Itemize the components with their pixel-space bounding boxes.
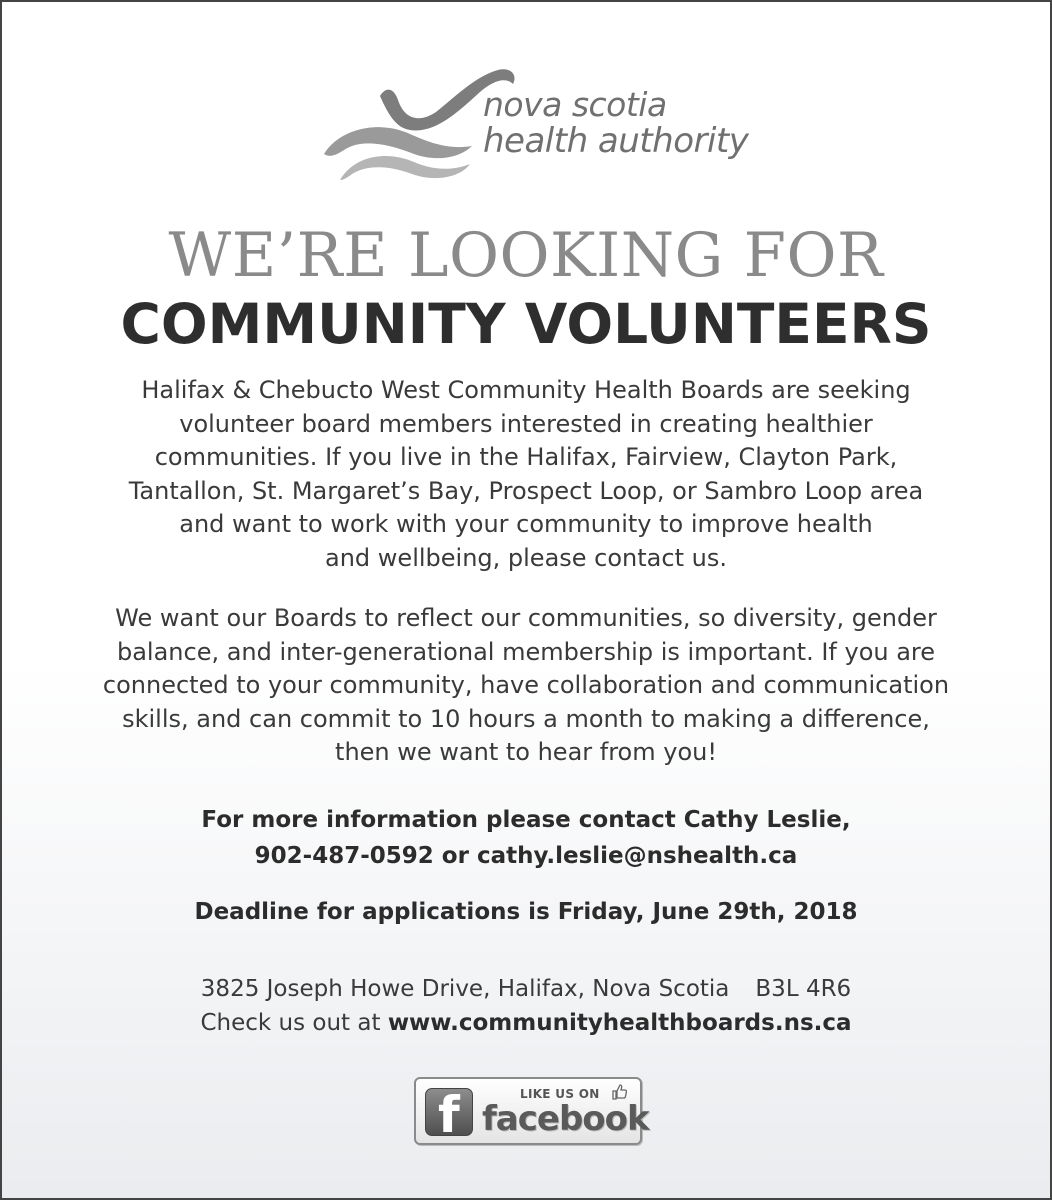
headline-looking-for: WE’RE LOOKING FOR <box>168 220 884 291</box>
street-address-line <box>2 972 1050 1006</box>
diversity-line: then we want to hear from you! <box>335 738 717 766</box>
headline-community-volunteers: COMMUNITY VOLUNTEERS <box>120 292 932 356</box>
diversity-line: connected to your community, have collaboration and communication <box>102 671 950 699</box>
website-prefix: Check us out at <box>200 1010 381 1036</box>
like-us-on-label: LIKE US ON <box>520 1087 600 1101</box>
thumbs-up-icon <box>612 1084 628 1100</box>
address-block <box>2 972 1050 1040</box>
contact-name-line: For more information please contact Cathy Leslie, <box>201 807 851 833</box>
nova-scotia-health-authority-logo <box>302 54 762 194</box>
facebook-f-icon: f <box>425 1088 473 1136</box>
intro-paragraph <box>42 374 1010 575</box>
logo-line-1: nova scotia <box>483 85 667 124</box>
diversity-line: balance, and inter-generational membership is important. If you are <box>116 637 936 666</box>
diversity-paragraph <box>42 602 1010 770</box>
intro-line: Halifax & Chebucto West Community Health Boards are seeking <box>141 376 911 404</box>
intro-line: and wellbeing, please contact us. <box>325 543 727 572</box>
logo-wordmark <box>483 86 748 160</box>
intro-line: communities. If you live in the Halifax, Fairview, Clayton Park, <box>154 443 898 471</box>
intro-line: volunteer board members interested in creating healthier <box>179 409 873 438</box>
diversity-line: We want our Boards to reflect our communities, so diversity, gender <box>115 604 937 632</box>
application-deadline: Deadline for applications is Friday, June 29th, 2018 <box>194 899 858 925</box>
street-address: 3825 Joseph Howe Drive, Halifax, Nova Scotia <box>200 976 730 1002</box>
diversity-line: skills, and can commit to 10 hours a month to making a difference, <box>122 704 930 733</box>
intro-line: and want to work with your community to improve health <box>179 510 873 538</box>
facebook-like-badge[interactable] <box>414 1077 649 1145</box>
postal-code: B3L 4R6 <box>755 976 852 1002</box>
logo-line-2: health authority <box>483 121 749 161</box>
website-line <box>2 1006 1050 1040</box>
contact-info <box>2 802 1050 874</box>
website-link[interactable]: www.communityhealthboards.ns.ca <box>387 1010 852 1036</box>
contact-phone-email-line[interactable]: 902-487-0592 or cathy.leslie@nshealth.ca <box>254 843 798 869</box>
intro-line: Tantallon, St. Margaret’s Bay, Prospect Loop, or Sambro Loop area <box>128 476 924 505</box>
facebook-wordmark: facebook <box>482 1099 649 1139</box>
